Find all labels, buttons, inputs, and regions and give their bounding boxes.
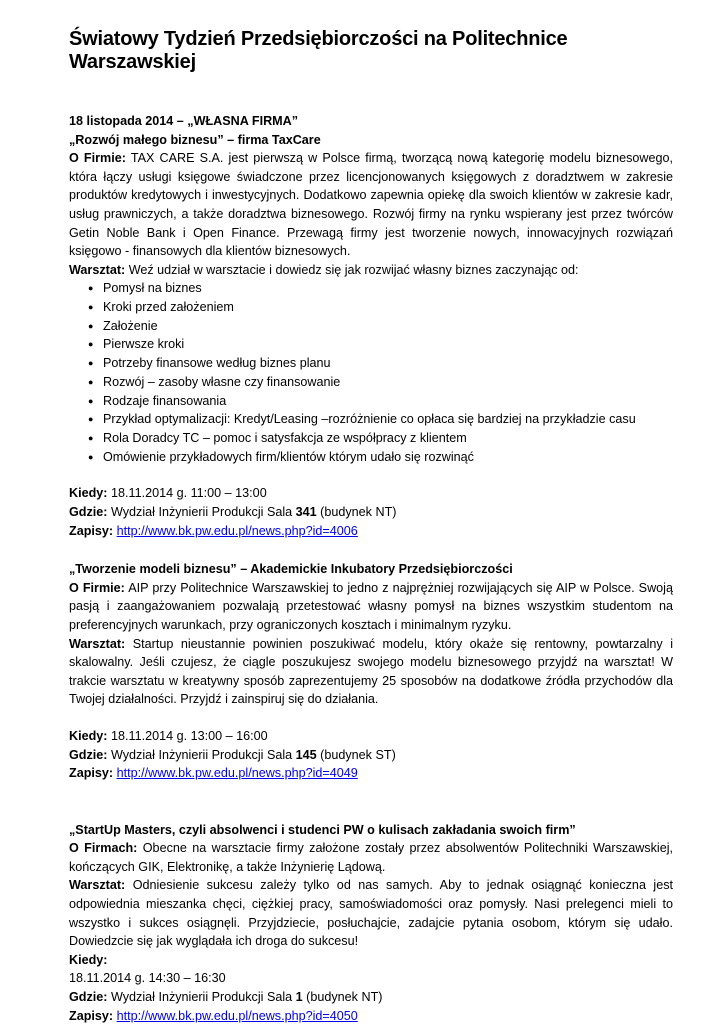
firm-description [69,579,673,635]
workshop-label: Warsztat: [69,878,126,893]
list-item: ● Pierwsze kroki [69,335,673,354]
section-subtitle: „Tworzenie modeli biznesu” – Akademickie Inkubatory Przedsiębiorczości [69,562,513,577]
building: (budynek ST) [320,747,396,762]
when-value: 18.11.2014 g. 11:00 – 13:00 [111,486,267,501]
signup-line [69,1007,673,1025]
signup-label: Zapisy: [69,1008,114,1023]
section-aip [69,560,673,783]
where-label: Gdzie: [69,747,108,762]
signup-label: Zapisy: [69,523,114,538]
room-number: 341 [295,504,317,519]
workshop-topics-list [69,279,673,466]
workshop-text: Weź udział w warsztacie i dowiedz się jak rozwijać własny biznes zaczynając od: [128,262,579,277]
where-label: Gdzie: [69,504,108,519]
signup-label: Zapisy: [69,766,114,781]
workshop-text: Odniesienie sukcesu zależy tylko od nas samych. Aby to jednak osiągnąć konieczna jest odpowiednia mieszanka chęci, ciężkiej pracy, samoświadomości oraz pomysły. Nasi prelegenci mieli to wszystko i sukces osiągnęli. Przyjdziecie, posłuchajcie, zadajcie pytania osobom, którym się udało. Dowiedzcie się jak wyglądała ich droga do sukcesu! [69,878,673,949]
signup-link[interactable]: http://www.bk.pw.edu.pl/news.php?id=4050 [116,1008,358,1023]
where-value: Wydział Inżynierii Produkcji Sala [110,504,293,519]
list-item: ● Rozwój – zasoby własne czy finansowanie [69,373,673,392]
list-item: ● Założenie [69,317,673,336]
workshop-text: Startup nieustannie powinien poszukiwać modelu, który okaże się rentowny, powtarzalny i skalowalny. Jeśli czujesz, że ciągle poszukujesz swojego modelu biznesowego przyjdź na warsztat! W trakcie warsztatu w kreatywny sposób zaprezentujemy 25 sposobów na dodatkowe źródła przychodów dla Twojej działalności. Przyjdź i zainspiruj się do działania. [69,636,673,707]
signup-link[interactable]: http://www.bk.pw.edu.pl/news.php?id=4049 [116,766,358,781]
list-item: ● Rodzaje finansowania [69,392,673,411]
signup-line [69,764,673,783]
where-line [69,988,673,1007]
firm-label: O Firmie: [69,151,126,166]
firm-text: AIP przy Politechnice Warszawskiej to jedno z najprężniej rozwijających się AIP w Polsce. Swoją pasją i zaangażowaniem pozwalają przetestować własny pomysł na biznes wszystkim studentom na preferencyjnych warunkach, przy ograniczonych kosztach i minimalnym ryzyku. [69,580,673,632]
list-item: ● Kroki przed założeniem [69,298,673,317]
document-page [69,28,673,1025]
firm-text: Obecne na warsztacie firmy założone zostały przez absolwentów Politechniki Warszawskiej, kończących GIK, Elektronikę, a także Inżynierię Lądową. [69,841,674,874]
room-number: 145 [295,747,317,762]
when-line [69,951,673,970]
signup-line [69,522,673,541]
when-value: 18.11.2014 g. 13:00 – 16:00 [111,728,268,743]
section-subtitle: „StartUp Masters, czyli absolwenci i studenci PW o kulisach zakładania swoich firm” [69,822,576,837]
date-heading: 18 listopada 2014 – „WŁASNA FIRMA” [69,114,299,128]
signup-link[interactable]: http://www.bk.pw.edu.pl/news.php?id=4006 [116,523,358,538]
when-line [69,727,673,746]
section-startup-masters [69,821,673,1025]
list-item: ● Rola Doradcy TC – pomoc i satysfakcja ze współpracy z klientem [69,429,673,448]
when-label: Kiedy: [69,728,108,743]
firm-label: O Firmie: [69,580,125,595]
workshop-description [69,876,673,950]
page-title: Światowy Tydzień Przedsiębiorczości na Politechnice Warszawskiej [69,28,568,73]
when-value: 18.11.2014 g. 14:30 – 16:30 [69,971,226,986]
when-line [69,484,673,503]
firm-description [69,149,673,261]
workshop-description [69,635,673,709]
firm-label: O Firmach: [69,841,138,856]
building: (budynek NT) [320,504,397,519]
room-number: 1 [295,990,303,1005]
where-value: Wydział Inżynierii Produkcji Sala [110,990,293,1005]
firm-description [69,839,673,876]
list-item: ● Pomysł na biznes [69,279,673,298]
where-value: Wydział Inżynierii Produkcji Sala [110,747,293,762]
building: (budynek NT) [306,990,383,1005]
section-taxcare [69,112,673,540]
when-label: Kiedy: [69,486,108,501]
list-item: ● Przykład optymalizacji: Kredyt/Leasing –rozróżnienie co opłaca się bardziej na przykładzie casu [69,410,673,429]
list-item: ● Omówienie przykładowych firm/klientów którym udało się rozwinąć [69,448,673,467]
when-label: Kiedy: [69,952,108,967]
where-line [69,503,673,522]
firm-text: TAX CARE S.A. jest pierwszą w Polsce firmą, tworzącą nową kategorię modelu biznesowego, która łączy usługi księgowe świadczone przez licencjonowanych księgowych z doradztwem w zakresie produktów kredytowych i inwestycyjnych. Dodatkowo zapewnia opiekę dla swoich klientów w zakresie kadr, usług prawniczych, a także doradztwa biznesowego. Rozwój firmy na rynku wspierany jest przez twórców Getin Noble Bank i Open Finance. Przewagą firmy jest tworzenie nowych, innowacyjnych rozwiązań księgowo - finansowych dla klientów biznesowych. [69,151,673,259]
section-subtitle: „Rozwój małego biznesu” – firma TaxCare [69,132,321,147]
where-line [69,746,673,765]
workshop-label: Warsztat: [69,636,126,651]
workshop-description [69,261,673,280]
list-item: ● Potrzeby finansowe według biznes planu [69,354,673,373]
workshop-label: Warsztat: [69,262,126,277]
where-label: Gdzie: [69,990,108,1005]
